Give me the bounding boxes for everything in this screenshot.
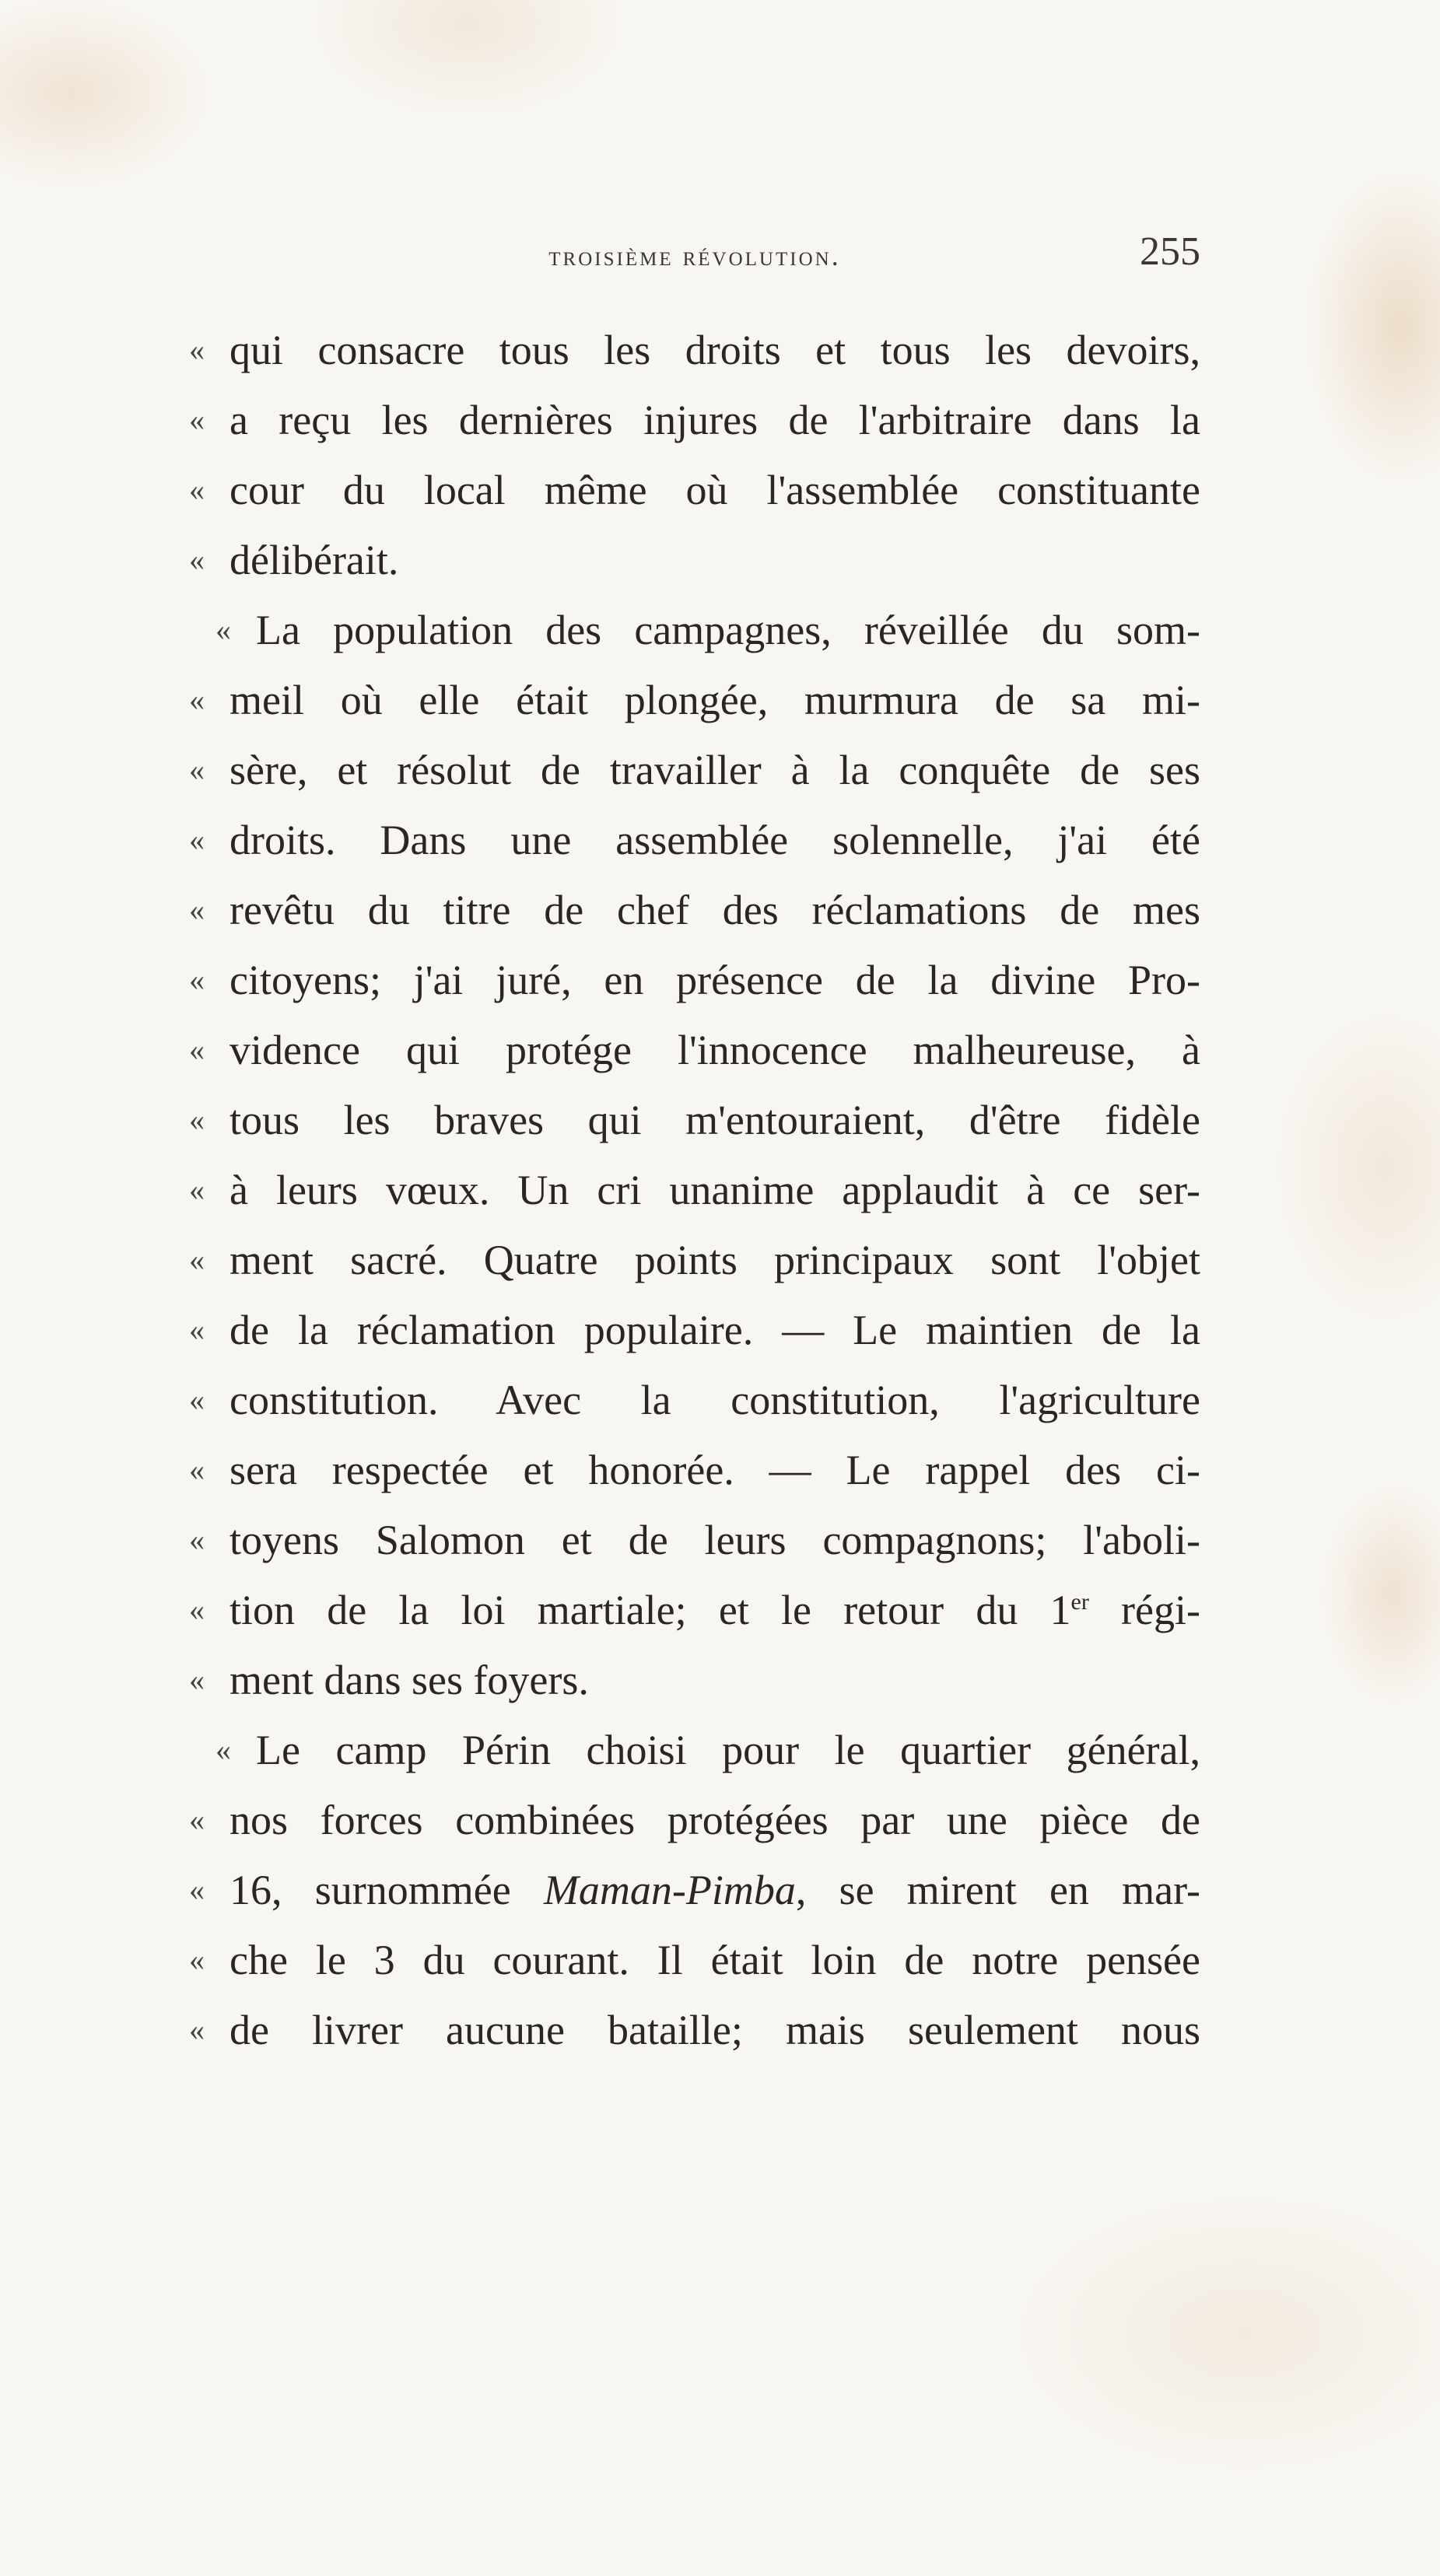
text-line: [189, 455, 1200, 525]
text-segment: , se mirent en mar-: [795, 1867, 1200, 1913]
text-segment: délibérait.: [229, 537, 399, 583]
quote-mark: «: [189, 1662, 205, 1697]
line-text: [256, 1715, 1200, 1785]
line-text: [229, 1155, 1200, 1225]
line-text: [229, 525, 1200, 595]
text-segment: régi-: [1088, 1587, 1200, 1633]
text-line: [189, 1295, 1200, 1365]
page-body-text: [189, 315, 1200, 2065]
line-text: [229, 1295, 1200, 1365]
line-text: [229, 945, 1200, 1015]
quote-mark: «: [189, 1172, 205, 1207]
quote-mark: «: [189, 1382, 205, 1417]
line-text: [229, 1785, 1200, 1855]
text-segment: cour du local même où l'assemblée constituante: [229, 467, 1200, 513]
line-text: [229, 1575, 1200, 1645]
text-line: [189, 1365, 1200, 1435]
quote-mark: «: [189, 1872, 205, 1907]
text-line: [189, 1855, 1200, 1925]
quote-mark: «: [189, 332, 205, 367]
line-text: [229, 1995, 1200, 2065]
line-text: [229, 385, 1200, 455]
quote-mark: «: [189, 1452, 205, 1487]
running-title: troisième révolution.: [548, 240, 841, 271]
line-text: [229, 735, 1200, 805]
text-line: [189, 1505, 1200, 1575]
text-segment: sera respectée et honorée. — Le rappel des ci-: [229, 1447, 1200, 1493]
text-segment: La population des campagnes, réveillée du som-: [256, 607, 1200, 653]
quote-mark: «: [215, 1732, 231, 1767]
text-segment: qui consacre tous les droits et tous les devoirs,: [229, 327, 1200, 373]
line-text: [229, 1085, 1200, 1155]
quote-mark: «: [189, 1802, 205, 1837]
text-line: [189, 385, 1200, 455]
quote-mark: «: [189, 402, 205, 437]
italic-text: Maman-Pimba: [543, 1867, 796, 1913]
text-segment: a reçu les dernières injures de l'arbitraire dans la: [229, 397, 1200, 443]
text-line: [189, 1785, 1200, 1855]
text-line: [189, 315, 1200, 385]
quote-mark: «: [189, 1522, 205, 1557]
quote-mark: «: [189, 822, 205, 857]
text-line: [189, 1645, 1200, 1715]
line-text: [229, 1435, 1200, 1505]
text-segment: de la réclamation populaire. — Le maintien de la: [229, 1307, 1200, 1353]
text-line: [189, 1225, 1200, 1295]
text-line: [189, 1995, 1200, 2065]
text-segment: nos forces combinées protégées par une pièce de: [229, 1797, 1200, 1843]
text-segment: constitution. Avec la constitution, l'agriculture: [229, 1377, 1200, 1423]
quote-mark: «: [189, 1032, 205, 1067]
quote-mark: «: [189, 542, 205, 577]
line-text: [229, 665, 1200, 735]
text-line: [189, 805, 1200, 875]
quote-mark: «: [189, 752, 205, 787]
text-line: [189, 1435, 1200, 1505]
text-segment: à leurs vœux. Un cri unanime applaudit à ce ser-: [229, 1167, 1200, 1213]
text-segment: sère, et résolut de travailler à la conquête de ses: [229, 747, 1200, 793]
quote-mark: «: [189, 1592, 205, 1627]
text-line: [189, 1085, 1200, 1155]
line-text: [229, 455, 1200, 525]
text-line: [189, 875, 1200, 945]
text-segment: che le 3 du courant. Il était loin de notre pensée: [229, 1937, 1200, 1983]
line-text: [229, 1015, 1200, 1085]
page-header: [189, 229, 1200, 288]
text-segment: droits. Dans une assemblée solennelle, j'ai été: [229, 817, 1200, 863]
text-line: [189, 1715, 1200, 1785]
text-segment: citoyens; j'ai juré, en présence de la divine Pro-: [229, 957, 1200, 1003]
text-segment: 16, surnommée: [229, 1867, 544, 1913]
text-segment: vidence qui protége l'innocence malheureuse, à: [229, 1027, 1200, 1073]
text-segment: tion de la loi martiale; et le retour du 1: [229, 1587, 1071, 1633]
quote-mark: «: [189, 2012, 205, 2047]
text-line: [189, 595, 1200, 665]
line-text: [229, 805, 1200, 875]
line-text: [229, 1645, 1200, 1715]
text-segment: ment sacré. Quatre points principaux sont l'objet: [229, 1237, 1200, 1283]
text-line: [189, 665, 1200, 735]
quote-mark: «: [189, 1312, 205, 1347]
text-segment: revêtu du titre de chef des réclamations de mes: [229, 887, 1200, 933]
line-text: [229, 1365, 1200, 1435]
text-line: [189, 1155, 1200, 1225]
text-segment: toyens Salomon et de leurs compagnons; l'aboli-: [229, 1517, 1200, 1563]
line-text: [229, 1505, 1200, 1575]
page-number: 255: [1140, 229, 1200, 274]
line-text: [229, 875, 1200, 945]
text-line: [189, 1575, 1200, 1645]
quote-mark: «: [189, 1102, 205, 1137]
quote-mark: «: [189, 472, 205, 507]
line-text: [229, 315, 1200, 385]
quote-mark: «: [189, 682, 205, 717]
line-text: [229, 1925, 1200, 1995]
text-segment: meil où elle était plongée, murmura de sa mi-: [229, 677, 1200, 723]
quote-mark: «: [189, 1242, 205, 1277]
superscript: er: [1070, 1589, 1089, 1615]
quote-mark: «: [189, 892, 205, 927]
text-segment: ment dans ses foyers.: [229, 1657, 589, 1703]
quote-mark: «: [189, 1942, 205, 1977]
quote-mark: «: [189, 962, 205, 997]
quote-mark: «: [215, 612, 231, 647]
line-text: [229, 1855, 1200, 1925]
line-text: [229, 1225, 1200, 1295]
line-text: [256, 595, 1200, 665]
text-line: [189, 945, 1200, 1015]
text-line: [189, 735, 1200, 805]
text-segment: tous les braves qui m'entouraient, d'être fidèle: [229, 1097, 1200, 1143]
text-line: [189, 1925, 1200, 1995]
text-segment: Le camp Périn choisi pour le quartier général,: [256, 1727, 1200, 1773]
text-line: [189, 525, 1200, 595]
text-segment: de livrer aucune bataille; mais seulement nous: [229, 2007, 1200, 2053]
text-line: [189, 1015, 1200, 1085]
